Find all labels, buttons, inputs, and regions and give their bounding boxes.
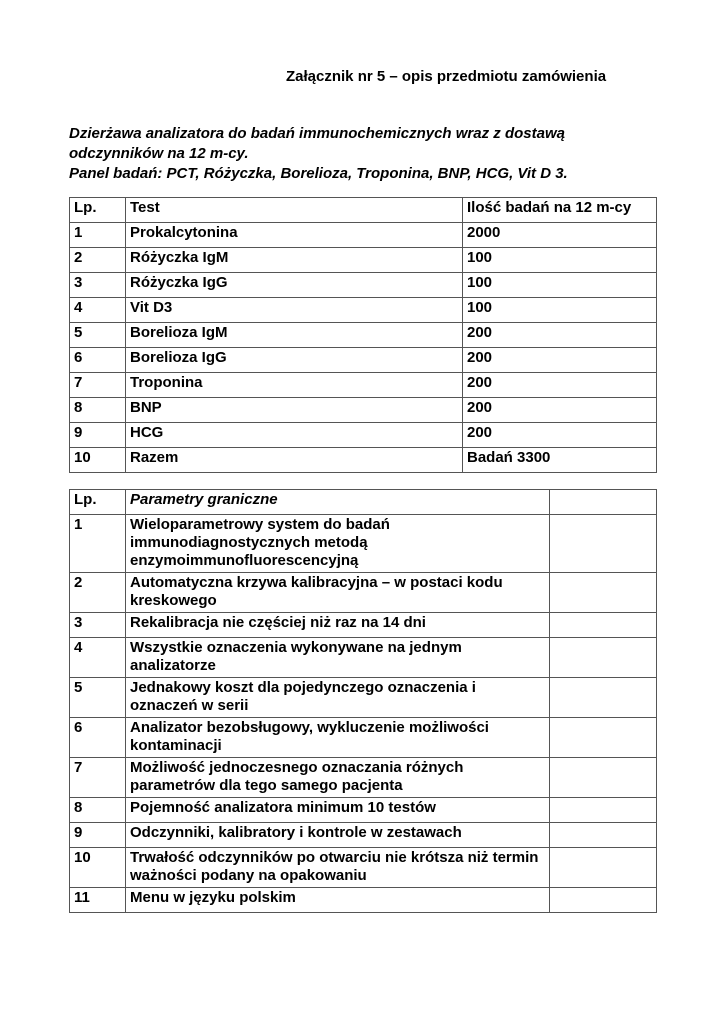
tests-table [69, 197, 657, 473]
tests-header-lp: Lp. [70, 198, 126, 223]
tests-header-desc: Test [126, 198, 463, 223]
params-cell-value [550, 638, 657, 678]
params-row [70, 758, 657, 798]
params-cell-value [550, 678, 657, 718]
params-cell-value [550, 573, 657, 613]
params-cell-desc: Jednakowy koszt dla pojedynczego oznaczenia i oznaczeń w serii [126, 678, 550, 718]
params-cell-value [550, 798, 657, 823]
tests-cell-desc: Różyczka IgG [126, 273, 463, 298]
tests-cell-lp: 2 [70, 248, 126, 273]
tests-cell-value: 100 [463, 248, 657, 273]
tests-cell-value: 200 [463, 398, 657, 423]
tests-cell-value: 200 [463, 373, 657, 398]
tests-row [70, 273, 657, 298]
tests-row [70, 423, 657, 448]
params-cell-desc: Trwałość odczynników po otwarciu nie krótsza niż termin ważności podany na opakowaniu [126, 848, 550, 888]
params-cell-lp: 6 [70, 718, 126, 758]
document-title: Załącznik nr 5 – opis przedmiotu zamówienia [286, 68, 607, 85]
params-cell-desc: Wieloparametrowy system do badań immunodiagnostycznych metodą enzymoimmunofluorescencyjną [126, 515, 550, 573]
tests-row [70, 398, 657, 423]
params-row [70, 888, 657, 913]
tests-cell-desc: BNP [126, 398, 463, 423]
tests-row [70, 248, 657, 273]
tests-cell-desc: Różyczka IgM [126, 248, 463, 273]
params-cell-lp: 3 [70, 613, 126, 638]
tests-cell-desc: Vit D3 [126, 298, 463, 323]
params-cell-lp: 7 [70, 758, 126, 798]
tests-row [70, 223, 657, 248]
params-cell-desc: Rekalibracja nie częściej niż raz na 14 dni [126, 613, 550, 638]
tests-row [70, 348, 657, 373]
tests-cell-lp: 3 [70, 273, 126, 298]
params-row [70, 573, 657, 613]
params-row [70, 823, 657, 848]
tests-cell-desc: Prokalcytonina [126, 223, 463, 248]
params-cell-value [550, 613, 657, 638]
params-cell-lp: 5 [70, 678, 126, 718]
params-row [70, 718, 657, 758]
tests-cell-value: 200 [463, 348, 657, 373]
params-cell-value [550, 848, 657, 888]
tests-row [70, 323, 657, 348]
tests-cell-value: Badań 3300 [463, 448, 657, 473]
tests-row [70, 298, 657, 323]
params-cell-value [550, 758, 657, 798]
params-cell-lp: 10 [70, 848, 126, 888]
tests-cell-desc: Borelioza IgM [126, 323, 463, 348]
params-cell-desc: Pojemność analizatora minimum 10 testów [126, 798, 550, 823]
tests-cell-value: 2000 [463, 223, 657, 248]
params-row [70, 613, 657, 638]
tests-cell-value: 100 [463, 298, 657, 323]
params-header-row [70, 490, 657, 515]
params-cell-value [550, 515, 657, 573]
tests-cell-desc: Troponina [126, 373, 463, 398]
parameters-table [69, 489, 657, 913]
params-cell-value [550, 823, 657, 848]
tests-cell-lp: 9 [70, 423, 126, 448]
tests-cell-lp: 6 [70, 348, 126, 373]
tests-cell-lp: 7 [70, 373, 126, 398]
params-cell-desc: Możliwość jednoczesnego oznaczania różnych parametrów dla tego samego pacjenta [126, 758, 550, 798]
params-cell-value [550, 718, 657, 758]
params-cell-desc: Wszystkie oznaczenia wykonywane na jednym analizatorze [126, 638, 550, 678]
tests-header-row [70, 198, 657, 223]
tests-header-value: Ilość badań na 12 m-cy [463, 198, 657, 223]
params-cell-lp: 1 [70, 515, 126, 573]
tests-cell-desc: Borelioza IgG [126, 348, 463, 373]
tests-row [70, 373, 657, 398]
tests-cell-desc: Razem [126, 448, 463, 473]
params-header-desc: Parametry graniczne [126, 490, 550, 515]
params-cell-lp: 8 [70, 798, 126, 823]
params-row [70, 848, 657, 888]
params-header-lp: Lp. [70, 490, 126, 515]
params-cell-desc: Odczynniki, kalibratory i kontrole w zestawach [126, 823, 550, 848]
intro-line-2: odczynników na 12 m-cy. [69, 145, 249, 162]
tests-cell-lp: 5 [70, 323, 126, 348]
params-row [70, 515, 657, 573]
params-cell-desc: Automatyczna krzywa kalibracyjna – w postaci kodu kreskowego [126, 573, 550, 613]
tests-cell-lp: 10 [70, 448, 126, 473]
tests-cell-value: 200 [463, 323, 657, 348]
params-cell-lp: 11 [70, 888, 126, 913]
tests-cell-lp: 4 [70, 298, 126, 323]
intro-line-3: Panel badań: PCT, Różyczka, Borelioza, Troponina, BNP, HCG, Vit D 3. [69, 165, 568, 182]
tests-cell-lp: 1 [70, 223, 126, 248]
params-cell-desc: Menu w języku polskim [126, 888, 550, 913]
params-header-value [550, 490, 657, 515]
intro-text [69, 124, 669, 184]
params-cell-value [550, 888, 657, 913]
tests-cell-desc: HCG [126, 423, 463, 448]
params-row [70, 798, 657, 823]
tests-cell-value: 100 [463, 273, 657, 298]
tests-cell-lp: 8 [70, 398, 126, 423]
tests-cell-value: 200 [463, 423, 657, 448]
params-cell-desc: Analizator bezobsługowy, wykluczenie możliwości kontaminacji [126, 718, 550, 758]
tests-row [70, 448, 657, 473]
params-cell-lp: 4 [70, 638, 126, 678]
params-row [70, 678, 657, 718]
params-cell-lp: 2 [70, 573, 126, 613]
intro-line-1: Dzierżawa analizatora do badań immunochemicznych wraz z dostawą [69, 125, 565, 142]
params-row [70, 638, 657, 678]
params-cell-lp: 9 [70, 823, 126, 848]
